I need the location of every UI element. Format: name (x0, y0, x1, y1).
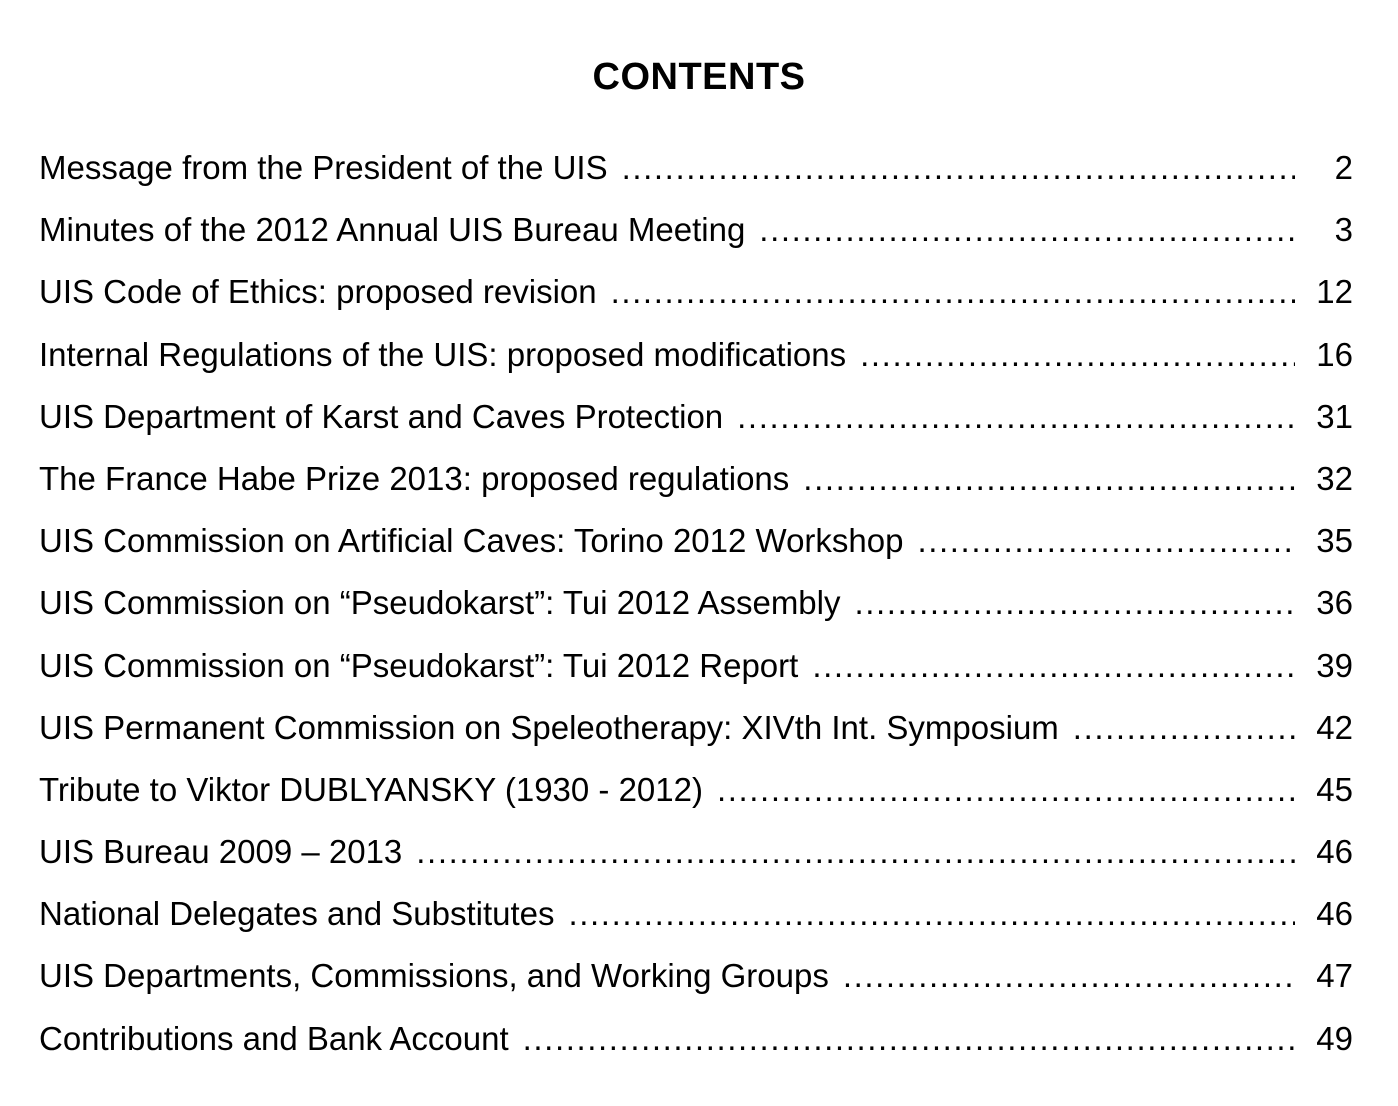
dot-leader (737, 386, 1295, 448)
toc-entry-title: Minutes of the 2012 Annual UIS Bureau Meeting (39, 211, 746, 249)
dot-leader (622, 137, 1295, 199)
toc-entry-title: UIS Commission on “Pseudokarst”: Tui 2012 Report (39, 646, 799, 684)
toc-entry-page: 31 (1316, 397, 1353, 435)
toc-entry-title: Contributions and Bank Account (39, 1019, 509, 1057)
toc-entry-title: UIS Department of Karst and Caves Protection (39, 397, 724, 435)
toc-entry-page: 16 (1316, 335, 1353, 373)
dot-leader (569, 883, 1296, 945)
dot-leader (1073, 697, 1295, 759)
toc-entry-page: 12 (1316, 273, 1353, 311)
toc-entry-title: UIS Code of Ethics: proposed revision (39, 273, 597, 311)
toc-entry-title: UIS Commission on Artificial Caves: Torino 2012 Workshop (39, 522, 904, 560)
contents-heading: CONTENTS (592, 56, 806, 99)
dot-leader (855, 572, 1296, 634)
toc-entry-title: Internal Regulations of the UIS: proposed modifications (39, 335, 847, 373)
toc-entry-title: National Delegates and Substitutes (39, 895, 555, 933)
toc-entry-page: 42 (1316, 708, 1353, 746)
table-of-contents (39, 137, 1353, 1070)
toc-entry (39, 510, 1353, 572)
toc-entry-title: Message from the President of the UIS (39, 149, 608, 186)
dot-leader (717, 759, 1295, 821)
dot-leader (812, 635, 1295, 697)
toc-entry-page: 46 (1316, 833, 1353, 871)
dot-leader (523, 1008, 1295, 1070)
toc-entry (39, 945, 1353, 1007)
toc-entry (39, 137, 1353, 199)
toc-entry (39, 1008, 1353, 1070)
dot-leader (860, 324, 1295, 386)
toc-entry-title: UIS Permanent Commission on Speleotherapy: XIVth Int. Symposium (39, 708, 1059, 746)
toc-entry-page: 47 (1316, 957, 1353, 995)
dot-leader (759, 199, 1295, 261)
toc-entry-title: UIS Commission on “Pseudokarst”: Tui 2012 Assembly (39, 584, 841, 622)
toc-entry-title: Tribute to Viktor DUBLYANSKY (1930 - 2012) (39, 770, 703, 808)
toc-entry-title: UIS Departments, Commissions, and Working Groups (39, 957, 829, 995)
toc-entry (39, 759, 1353, 821)
toc-entry (39, 324, 1353, 386)
dot-leader (611, 261, 1295, 323)
toc-entry-page: 3 (1334, 211, 1353, 249)
toc-entry (39, 821, 1353, 883)
dot-leader (917, 510, 1295, 572)
toc-entry-page: 45 (1316, 770, 1353, 808)
toc-entry-page: 32 (1316, 459, 1353, 497)
toc-entry (39, 199, 1353, 261)
dot-leader (843, 945, 1295, 1007)
toc-entry-page: 2 (1334, 149, 1353, 186)
toc-entry (39, 448, 1353, 510)
toc-entry-page: 35 (1316, 522, 1353, 560)
dot-leader (416, 821, 1295, 883)
toc-entry-page: 39 (1316, 646, 1353, 684)
toc-entry (39, 883, 1353, 945)
toc-entry (39, 635, 1353, 697)
toc-entry (39, 261, 1353, 323)
toc-entry-page: 36 (1316, 584, 1353, 622)
toc-entry (39, 386, 1353, 448)
toc-entry-page: 49 (1316, 1019, 1353, 1057)
toc-entry-page: 46 (1316, 895, 1353, 933)
toc-entry-title: The France Habe Prize 2013: proposed regulations (39, 459, 790, 497)
dot-leader (803, 448, 1295, 510)
toc-entry (39, 697, 1353, 759)
toc-entry-title: UIS Bureau 2009 – 2013 (39, 833, 403, 871)
toc-entry (39, 572, 1353, 634)
